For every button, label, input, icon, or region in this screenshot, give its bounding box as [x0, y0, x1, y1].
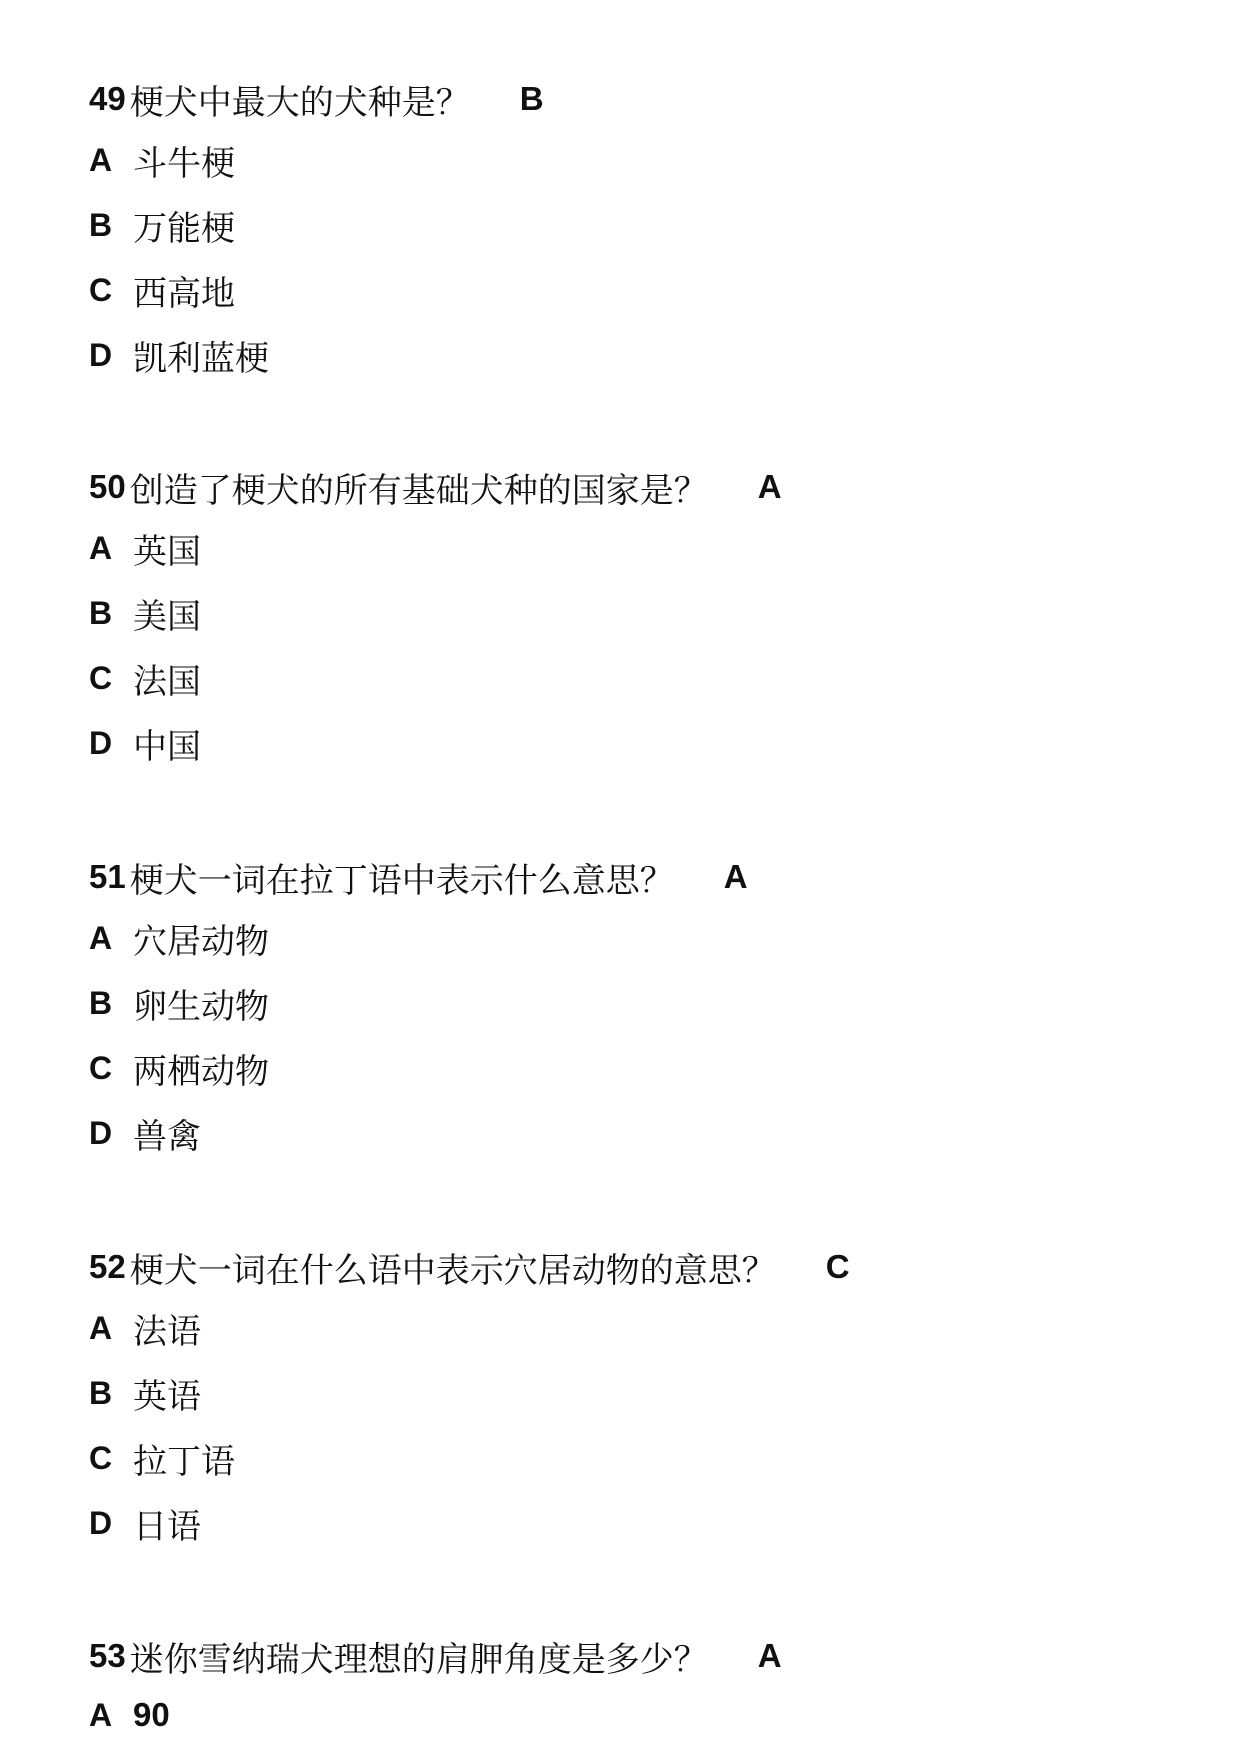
- option-letter: B: [89, 985, 113, 1021]
- question-51: [89, 848, 1189, 1166]
- option-letter: D: [89, 337, 113, 373]
- option-d: [89, 323, 1189, 388]
- option-text: 中国: [133, 727, 201, 767]
- option-letter: A: [89, 920, 113, 956]
- question-title: [89, 1238, 1189, 1296]
- option-d: [89, 1101, 1189, 1166]
- option-text: 90: [133, 1696, 170, 1733]
- question-answer: B: [519, 80, 544, 117]
- question-number: 51: [89, 858, 126, 895]
- question-number: 49: [89, 80, 126, 117]
- option-c: [89, 1426, 1189, 1491]
- option-letter: A: [89, 530, 113, 566]
- option-c: [89, 258, 1189, 323]
- option-c: [89, 646, 1189, 711]
- option-letter: A: [89, 142, 113, 178]
- option-a: [89, 906, 1189, 971]
- question-text: 梗犬一词在什么语中表示穴居动物的意思？: [129, 1250, 776, 1291]
- option-text: 英语: [133, 1377, 201, 1417]
- question-title: [89, 70, 1189, 128]
- question-52: [89, 1238, 1189, 1556]
- option-b: [89, 581, 1189, 646]
- option-text: 斗牛梗: [133, 144, 235, 184]
- option-letter: D: [89, 1115, 113, 1151]
- option-letter: C: [89, 660, 113, 696]
- option-letter: C: [89, 272, 113, 308]
- option-text: 英国: [133, 532, 201, 572]
- question-number: 53: [89, 1637, 126, 1674]
- question-50: [89, 458, 1189, 776]
- question-49: [89, 70, 1189, 388]
- option-text: 拉丁语: [133, 1442, 235, 1482]
- option-letter: D: [89, 725, 113, 761]
- option-text: 法语: [133, 1312, 201, 1352]
- option-letter: B: [89, 1375, 113, 1411]
- question-text: 梗犬中最大的犬种是？: [129, 82, 470, 123]
- option-d: [89, 711, 1189, 776]
- question-title: [89, 458, 1189, 516]
- question-number: 50: [89, 468, 126, 505]
- option-text: 日语: [133, 1507, 201, 1547]
- option-b: [89, 971, 1189, 1036]
- option-text: 凯利蓝梗: [133, 339, 269, 379]
- option-a: [89, 516, 1189, 581]
- option-letter: C: [89, 1050, 113, 1086]
- question-title: [89, 1627, 1189, 1685]
- option-text: 两栖动物: [133, 1052, 269, 1092]
- option-text: 穴居动物: [133, 922, 269, 962]
- question-answer: A: [757, 1637, 782, 1674]
- option-a: [89, 128, 1189, 193]
- option-b: [89, 193, 1189, 258]
- option-text: 美国: [133, 597, 201, 637]
- option-text: 万能梗: [133, 209, 235, 249]
- question-text: 创造了梗犬的所有基础犬种的国家是？: [129, 470, 708, 511]
- question-answer: A: [757, 468, 782, 505]
- option-letter: B: [89, 595, 113, 631]
- option-a: [89, 1296, 1189, 1361]
- question-answer: C: [825, 1248, 850, 1285]
- option-letter: C: [89, 1440, 113, 1476]
- option-text: 卵生动物: [133, 987, 269, 1027]
- option-letter: A: [89, 1310, 113, 1346]
- option-text: 法国: [133, 662, 201, 702]
- option-c: [89, 1036, 1189, 1101]
- question-title: [89, 848, 1189, 906]
- option-a: [89, 1685, 1189, 1745]
- option-d: [89, 1491, 1189, 1556]
- question-number: 52: [89, 1248, 126, 1285]
- question-answer: A: [723, 858, 748, 895]
- option-b: [89, 1361, 1189, 1426]
- option-letter: D: [89, 1505, 113, 1541]
- option-letter: B: [89, 207, 113, 243]
- option-text: 兽禽: [133, 1117, 201, 1157]
- option-letter: A: [89, 1696, 113, 1733]
- question-53: [89, 1627, 1189, 1745]
- option-text: 西高地: [133, 274, 235, 314]
- question-text: 迷你雪纳瑞犬理想的肩胛角度是多少？: [129, 1639, 708, 1680]
- question-text: 梗犬一词在拉丁语中表示什么意思？: [129, 860, 674, 901]
